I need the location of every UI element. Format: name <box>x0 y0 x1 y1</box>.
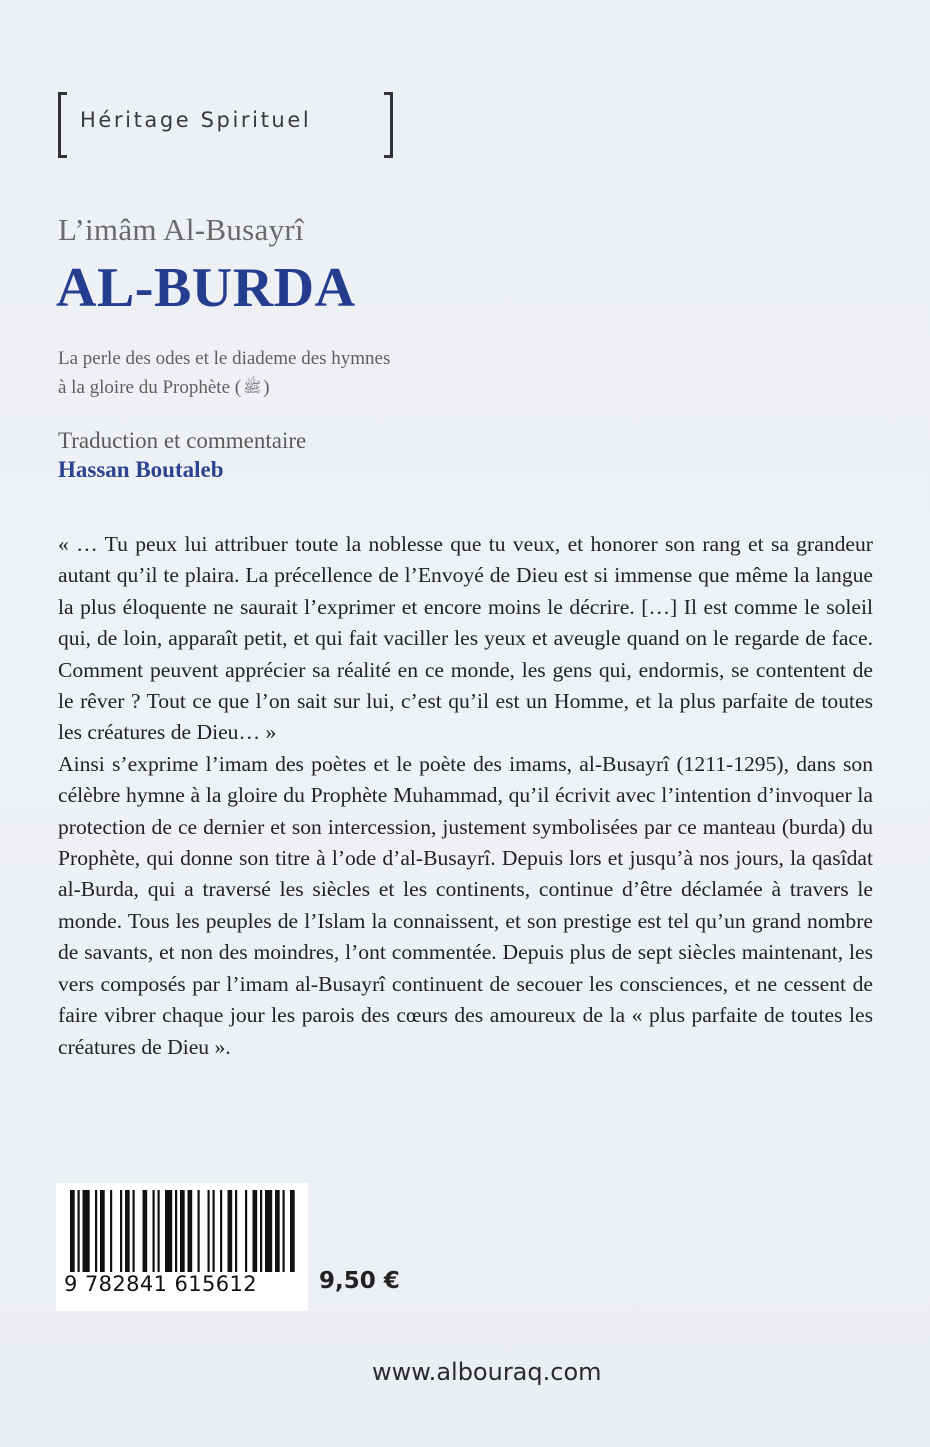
book-title: AL-BURDA <box>56 257 356 319</box>
subtitle-line-2-prefix: à la gloire du Prophète ( <box>58 377 242 398</box>
barcode-bar <box>110 1190 112 1272</box>
barcode <box>56 1183 308 1311</box>
barcode-bar <box>125 1190 130 1272</box>
barcode-bar <box>120 1190 122 1272</box>
barcode-bar <box>208 1190 210 1272</box>
translation-label: Traduction et commentaire <box>58 428 307 453</box>
barcode-bar <box>220 1190 222 1272</box>
right-bracket <box>384 92 393 158</box>
barcode-bar <box>188 1190 193 1272</box>
subtitle-line-2 <box>58 373 390 402</box>
barcode-bar <box>100 1190 105 1272</box>
subtitle-line-1: La perle des odes et le diademe des hymnes <box>58 348 391 369</box>
barcode-bar <box>290 1190 295 1272</box>
book-subtitle <box>58 344 390 402</box>
barcode-bar <box>175 1190 177 1272</box>
barcode-bar <box>283 1190 285 1272</box>
website-url: www.albouraq.com <box>372 1358 602 1386</box>
collection-header <box>58 92 398 158</box>
author-name: L’imâm Al-Busayrî <box>58 212 304 247</box>
barcode-bar <box>95 1190 97 1272</box>
barcode-bar <box>70 1190 75 1272</box>
isbn-digits: 9 782841 615612 <box>64 1272 258 1296</box>
barcode-bar <box>245 1190 247 1272</box>
barcode-bar <box>253 1190 258 1272</box>
barcode-bar <box>260 1190 262 1272</box>
barcode-bar <box>78 1190 80 1272</box>
barcode-bar <box>165 1190 172 1272</box>
barcode-bar <box>275 1190 280 1272</box>
collection-label: Héritage Spirituel <box>80 108 312 132</box>
barcode-bar <box>213 1190 215 1272</box>
price: 9,50 € <box>319 1268 400 1294</box>
left-bracket <box>58 92 67 158</box>
barcode-bar <box>153 1190 155 1272</box>
barcode-bars <box>70 1190 296 1272</box>
honorific-calligraphy: ﷺ <box>243 378 262 396</box>
barcode-bar <box>198 1190 200 1272</box>
description-paragraph: Ainsi s’exprime l’imam des poètes et le poète des imams, al-Busayrî (1211-1295), dans son célèbre hymne à la gloire du Prophète Muhammad, qu’il écrivit avec l’intention d’invoquer la protection de ce dernier et son intercession, justement symbolisées par ce manteau (burda) du Prophète, qui donne son titre à l’ode d’al-Busayrî. Depuis lors et jusqu’à nos jours, la qasîdat al-Burda, qui a traversé les siècles et les continents, continue d’être déclamée à travers le monde. Tous les peuples de l’Islam la connaissent, et son prestige est tel qu’un grand nombre de savants, et non des moindres, l’ont commentée. Depuis plus de sept siècles maintenant, les vers composés par l’imam al-Busayrî continuent de secouer les consciences, et ne cessent de faire vibrer chaque jour les parois des cœurs des amoureux de la « plus parfaite de toutes les créatures de Dieu ». <box>58 751 873 1059</box>
quote-paragraph: « … Tu peux lui attribuer toute la noblesse que tu veux, et honorer son rang et sa grandeur autant qu’il te plaira. La précellence de l’Envoyé de Dieu est si immense que même la langue la plus éloquente ne saurait l’exprimer et encore moins le décrire. […] Il est comme le soleil qui, de loin, apparaît petit, et qui fait vaciller les yeux et aveugle quand on le regarde de face. Comment peuvent apprécier sa réalité en ce monde, les gens qui, endormis, se contentent de le rêver ? Tout ce que l’on sait sur lui, c’est qu’il est un Homme, et la plus parfaite de toutes les créatures de Dieu… » <box>58 532 873 745</box>
back-cover-text <box>58 529 873 1063</box>
barcode-bar <box>228 1190 233 1272</box>
subtitle-line-2-suffix: ) <box>263 377 270 398</box>
translator-name: Hassan Boutaleb <box>58 457 224 482</box>
barcode-bar <box>133 1190 135 1272</box>
barcode-bar <box>180 1190 185 1272</box>
barcode-bar <box>143 1190 148 1272</box>
barcode-bar <box>265 1190 272 1272</box>
barcode-bar <box>83 1190 90 1272</box>
barcode-bar <box>158 1190 160 1272</box>
barcode-bar <box>235 1190 237 1272</box>
